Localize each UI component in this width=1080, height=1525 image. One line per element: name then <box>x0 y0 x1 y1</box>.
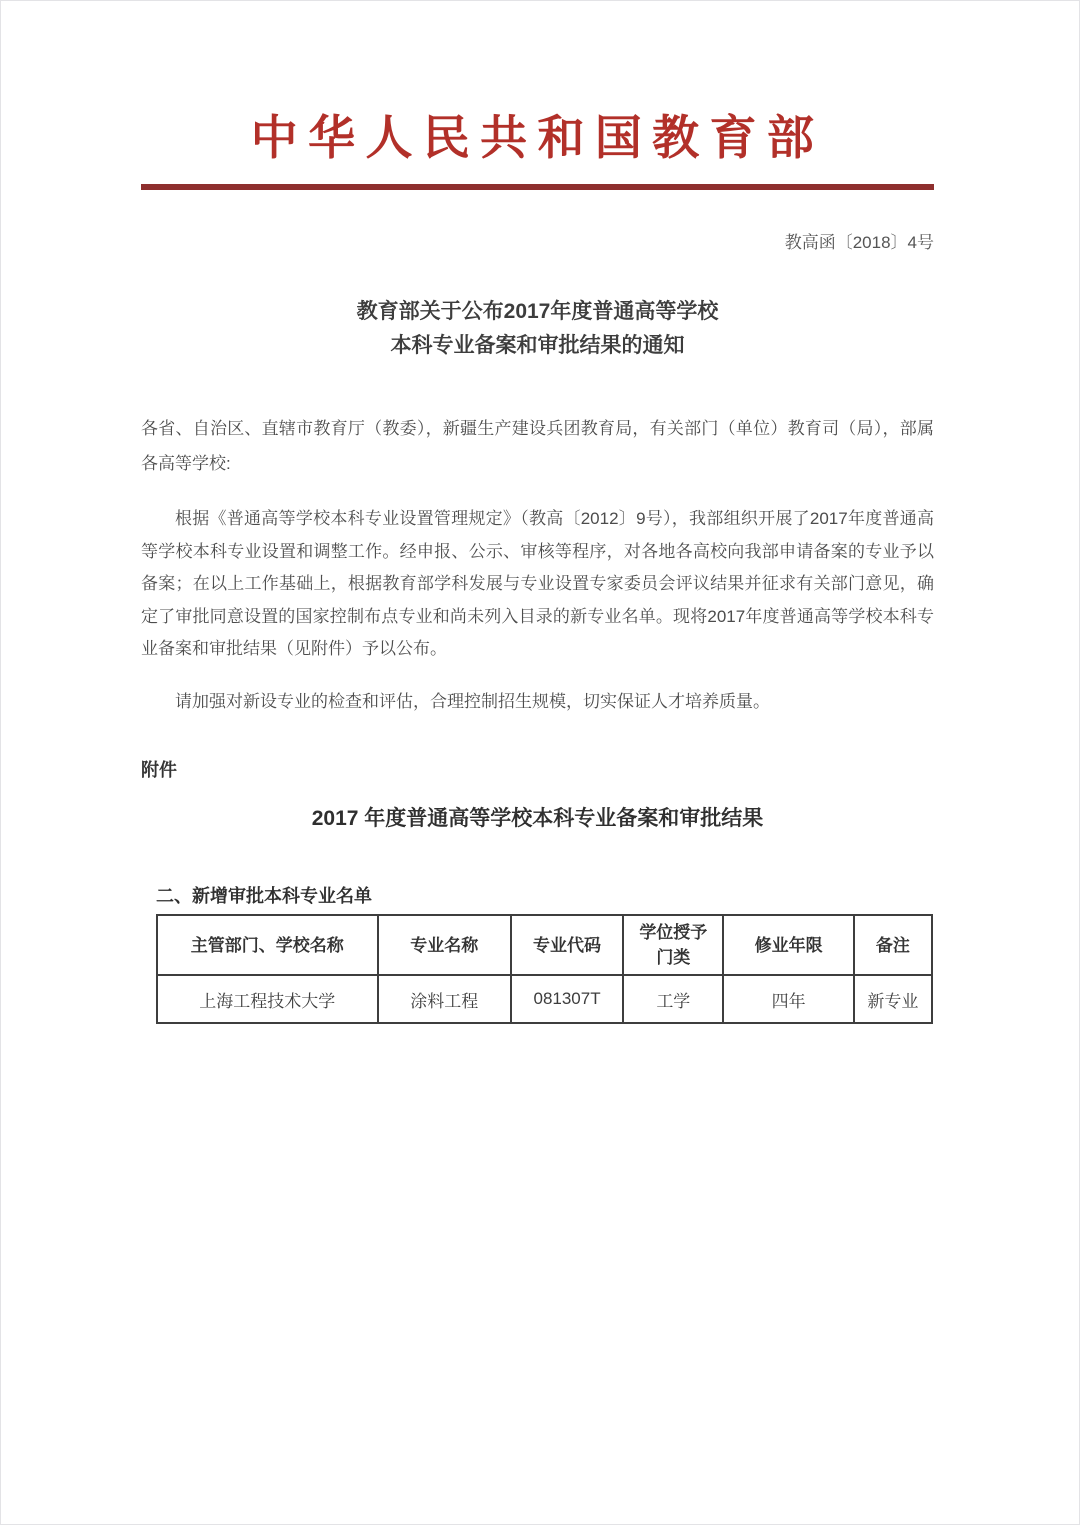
attachment-title: 2017 年度普通高等学校本科专业备案和审批结果 <box>311 807 764 830</box>
section-heading: 二、新增审批本科专业名单 <box>156 886 372 906</box>
body-paragraph-1: 根据《普通高等学校本科专业设置管理规定》（教高〔2012〕9号），我部组织开展了2017年度普通高等学校本科专业设置和调整工作。经申报、公示、审核等程序，对各地各高校向我部申请备案的专业予以备案；在以上工作基础上，根据教育部学科发展与专业设置专家委员会评议结果并征求有关部门意见，确定了审批同意设置的国家控制布点专业和尚未列入目录的新专业名单。现将2017年度普通高等学校本科专业备案和审批结果（见附件）予以公布。 <box>141 509 934 658</box>
header-department-school: 主管部门、学校名称 <box>157 915 378 975</box>
notice-title <box>141 295 934 363</box>
header-remarks: 备注 <box>854 915 932 975</box>
document-content <box>1 101 1079 1024</box>
document-number: 教高函〔2018〕4号 <box>784 233 934 252</box>
attachment-label: 附件 <box>141 760 177 780</box>
table-header-row <box>157 915 932 975</box>
header-degree-category: 学位授予门类 <box>623 915 723 975</box>
approval-table <box>156 914 933 1024</box>
notice-title-line1: 教育部关于公布2017年度普通高等学校 <box>356 300 719 323</box>
cell-study-length: 四年 <box>723 975 853 1023</box>
cell-degree-category: 工学 <box>623 975 723 1023</box>
cell-school-name: 上海工程技术大学 <box>157 975 378 1023</box>
notice-title-line2: 本科专业备案和审批结果的通知 <box>390 334 685 357</box>
addressee-paragraph: 各省、自治区、直辖市教育厅（教委），新疆生产建设兵团教育局，有关部门（单位）教育司（局），部属各高等学校: <box>141 419 934 473</box>
header-major-name: 专业名称 <box>378 915 511 975</box>
table-row <box>157 975 932 1023</box>
header-study-length: 修业年限 <box>723 915 853 975</box>
cell-major-name: 涂料工程 <box>378 975 511 1023</box>
letterhead-rule <box>141 184 934 190</box>
letterhead-title: 中华人民共和国教育部 <box>250 113 825 165</box>
cell-major-code: 081307T <box>511 975 623 1023</box>
cell-remarks: 新专业 <box>854 975 932 1023</box>
header-major-code: 专业代码 <box>511 915 623 975</box>
body-paragraph-2: 请加强对新设专业的检查和评估，合理控制招生规模，切实保证人才培养质量。 <box>175 691 770 711</box>
